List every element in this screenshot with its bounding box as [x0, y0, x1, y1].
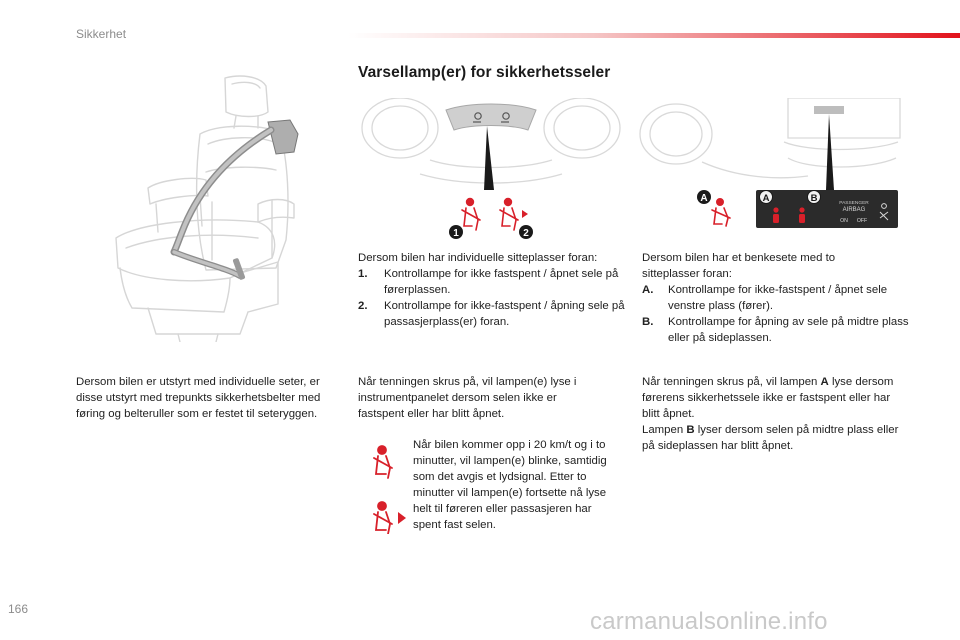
callout-1-label: 1 [453, 228, 459, 239]
bench-seat-intro: Dersom bilen har et benkesete med to sitteplasser foran: [642, 252, 836, 280]
seatbelt-icon-driver-bench [712, 199, 730, 226]
callout-a-panel-label: A [762, 193, 770, 204]
ignition-key-a: A [820, 376, 829, 388]
list-item-key: A. [642, 284, 654, 296]
lamp-b-text: lyser dersom selen på midtre plass eller på sideplassen har blitt åpnet. [642, 424, 899, 452]
page-title: Varsellamp(er) for sikkerhetsseler [358, 64, 611, 81]
warning-lamp-icons [368, 444, 414, 534]
callout-b-panel-label: B [810, 193, 818, 204]
dashboard-illustration-bench-seat [638, 98, 904, 248]
dashboard-illustration-individual-seats [360, 98, 622, 248]
panel-text-airbag: AIRBAG [842, 207, 866, 213]
list-item-key: 1. [358, 268, 368, 280]
panel-text-off: OFF [856, 218, 868, 224]
ignition-text: Når tenningen skrus på, vil lampen [642, 376, 821, 388]
page-number: 166 [8, 602, 29, 616]
section-header: Sikkerhet [76, 27, 127, 41]
blink-arrow-icon [522, 210, 528, 218]
blink-arrow-icon [398, 512, 406, 524]
seat-belt-illustration [108, 72, 308, 342]
panel-text-on: ON [840, 218, 848, 224]
individual-seats-intro: Dersom bilen har individuelle sitteplasser foran: [358, 252, 598, 264]
seatbelt-blinking-icon [374, 502, 392, 534]
lamp-b-text: Lampen [642, 424, 687, 436]
speed-warning-paragraph: Når bilen kommer opp i 20 km/t og i to minutter, vil lampen(e) blinke, samtidig som det avgis et lydsignal. Etter to minutter vil lampen(e) fortsette nå lyse helt til føreren eller passasjeren har spent fast selen. [413, 439, 607, 531]
list-item [642, 314, 912, 346]
list-item-key: 2. [358, 300, 368, 312]
seatbelt-icon-passenger [500, 199, 518, 230]
list-item-text: Kontrollampe for åpning av sele på midtre plass eller på sideplassen. [668, 316, 909, 344]
callout-a-left-label: A [700, 193, 708, 204]
bench-seat-block [642, 250, 912, 346]
list-item [358, 266, 628, 298]
individual-seats-block [358, 250, 628, 330]
callout-2-label: 2 [523, 228, 529, 239]
list-item-key: B. [642, 316, 654, 328]
list-item [642, 282, 912, 314]
seatbelt-steady-icon [374, 446, 392, 478]
watermark: carmanualsonline.info [590, 608, 828, 635]
lamp-key-b: B [686, 424, 695, 436]
list-item-text: Kontrollampe for ikke-fastspent / åpning sele på passasjerplass(er) foran. [384, 300, 625, 328]
ignition-paragraph-bench [642, 374, 904, 454]
seat-description: Dersom bilen er utstyrt med individuelle seter, er disse utstyrt med trepunkts sikkerhetsbelter med føring og belteruller som er festet til seteryggen. [76, 376, 321, 420]
header-accent-bar [348, 33, 960, 38]
panel-text-passenger: PASSENGER [839, 201, 869, 206]
seatbelt-icon-driver [462, 199, 480, 230]
list-item-text: Kontrollampe for ikke-fastspent / åpnet sele venstre plass (fører). [668, 284, 888, 312]
ignition-text: lyse dersom førerens sikkerhetssele ikke er fastspent eller har blitt åpnet. [642, 376, 894, 420]
ignition-paragraph-individual: Når tenningen skrus på, vil lampen(e) lyse i instrumentpanelet dersom selen ikke er fastspent eller har blitt åpnet. [358, 376, 577, 420]
list-item-text: Kontrollampe for ikke fastspent / åpnet sele på førerplassen. [384, 268, 619, 296]
list-item [358, 298, 628, 330]
